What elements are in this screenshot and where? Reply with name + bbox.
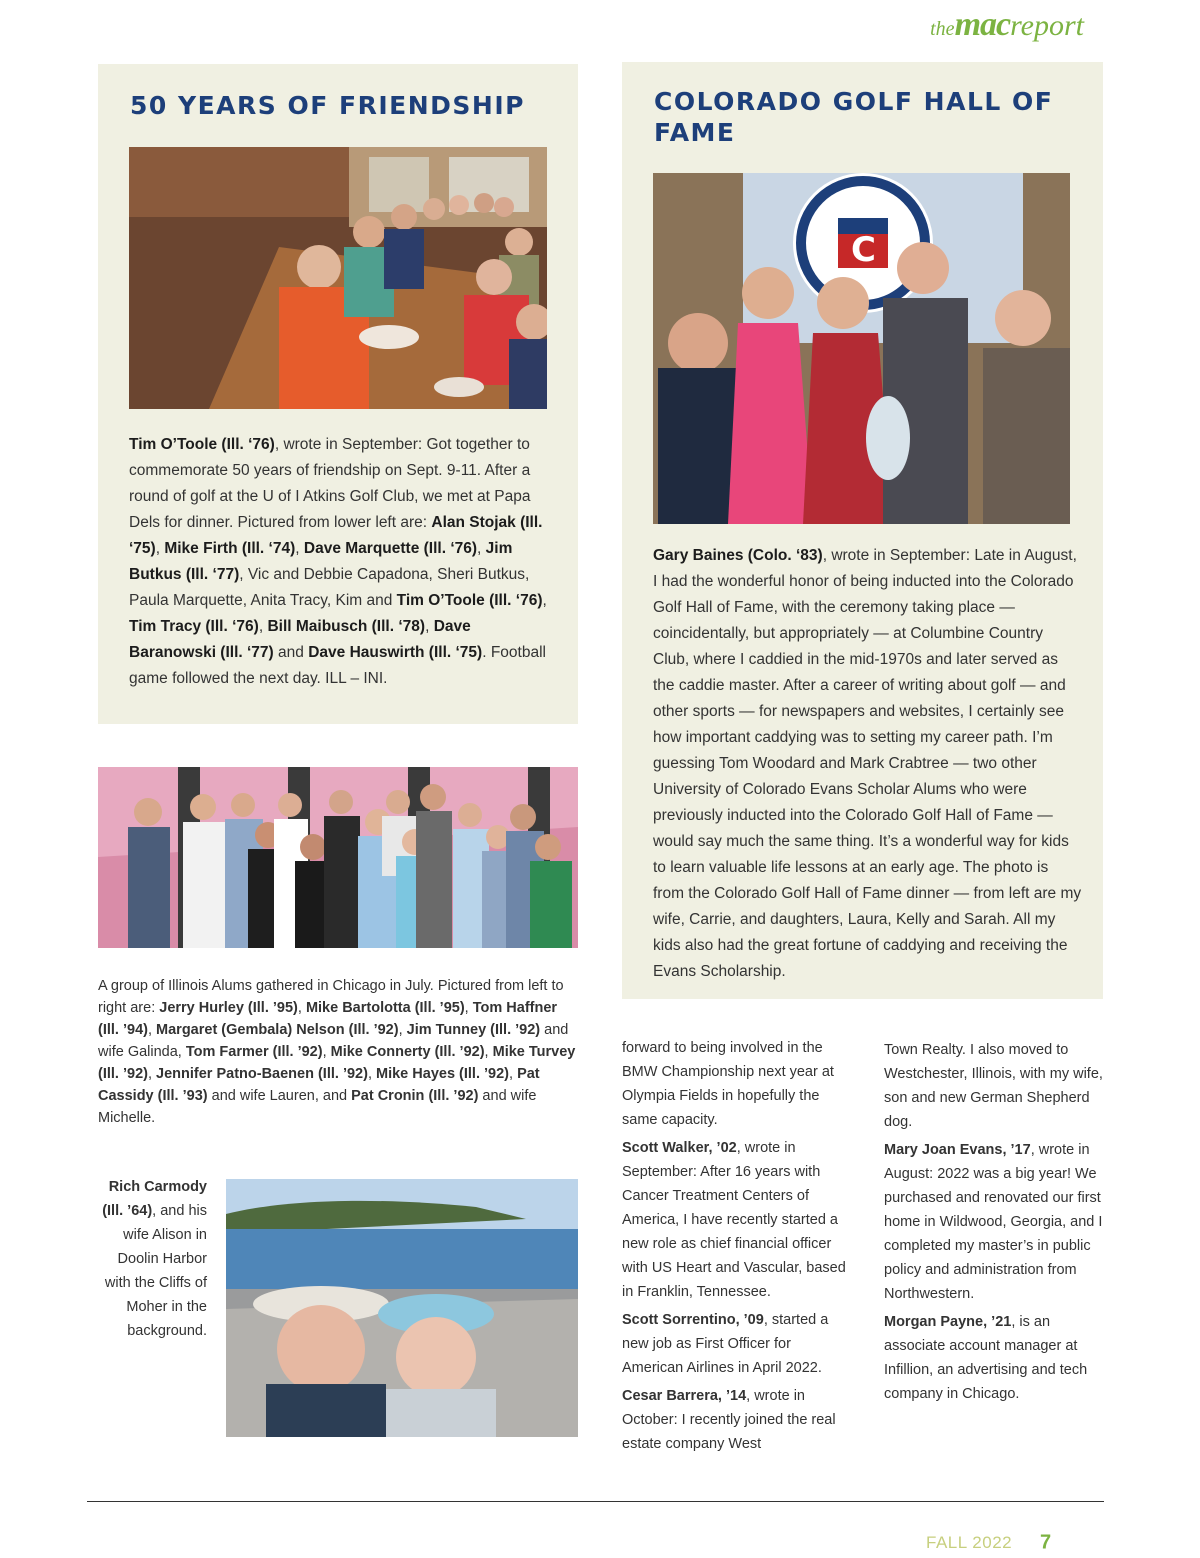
text-run: , bbox=[484, 1044, 493, 1060]
golf-logo-letter: C bbox=[851, 230, 876, 270]
name-highlight: Mike Turvey (Ill. ’92) bbox=[98, 1044, 576, 1082]
text-run: , bbox=[155, 540, 165, 557]
chicago-caption bbox=[98, 975, 578, 1129]
name-highlight: Gary Baines (Colo. ‘83) bbox=[653, 547, 823, 564]
text-run: , bbox=[509, 1066, 518, 1082]
class-note bbox=[622, 1308, 847, 1380]
name-highlight: Scott Walker, ’02 bbox=[622, 1140, 737, 1156]
golf-title: COLORADO GOLF HALL OF FAME bbox=[654, 87, 1054, 147]
name-highlight: Bill Maibusch (Ill. ‘78) bbox=[267, 618, 426, 635]
text-run: , is an associate account manager at Infillion, an advertising and tech company in Chicago. bbox=[884, 1314, 1088, 1402]
name-highlight: Pat Cassidy (Ill. ’93) bbox=[98, 1066, 540, 1104]
text-run: , bbox=[425, 618, 434, 635]
name-highlight: Tom Haffner (Ill. ’94) bbox=[98, 1000, 558, 1038]
name-highlight: Jennifer Patno-Baenen (Ill. ’92) bbox=[156, 1066, 368, 1082]
text-run: forward to being involved in the BMW Championship next year at Olympia Fields in hopefully the same capacity. bbox=[622, 1040, 834, 1128]
name-highlight: Margaret (Gembala) Nelson (Ill. ’92) bbox=[156, 1022, 399, 1038]
class-note bbox=[622, 1036, 847, 1132]
text-run: , started a new job as First Officer for American Airlines in April 2022. bbox=[622, 1312, 829, 1376]
golf-photo bbox=[653, 173, 1070, 524]
text-run: , bbox=[477, 540, 486, 557]
name-highlight: Tim Tracy (Ill. ‘76) bbox=[129, 618, 259, 635]
text-run: , Vic and Debbie Capadona, Sheri Butkus, Paula Marquette, Anita Tracy, Kim and bbox=[129, 566, 530, 609]
text-run: , and his wife Alison in Doolin Harbor with the Cliffs of Moher in the background. bbox=[104, 1203, 207, 1339]
chicago-photo bbox=[98, 767, 578, 948]
text-run: , bbox=[464, 1000, 473, 1016]
text-run: , wrote in August: 2022 was a big year! We purchased and renovated our first home in Wildwood, Georgia, and I completed my master’s in public policy and administration from Northwestern. bbox=[884, 1142, 1103, 1302]
name-highlight: Dave Baranowski (Ill. ‘77) bbox=[129, 618, 471, 661]
masthead-logo bbox=[930, 6, 1084, 44]
text-run: and bbox=[273, 644, 309, 661]
name-highlight: Mike Bartolotta (Ill. ’95) bbox=[305, 1000, 465, 1016]
name-highlight: Mary Joan Evans, ’17 bbox=[884, 1142, 1031, 1158]
name-highlight: Cesar Barrera, ’14 bbox=[622, 1388, 747, 1404]
text-run: , wrote in September: Got together to commemorate 50 years of friendship on Sept. 9-11. After a round of golf at the U of I Atkins Golf Club, we met at Papa Dels for dinner. Pictured from lower left are: bbox=[129, 436, 531, 531]
name-highlight: Morgan Payne, ’21 bbox=[884, 1314, 1012, 1330]
text-run: , bbox=[297, 1000, 306, 1016]
text-run: , bbox=[322, 1044, 331, 1060]
friendship-photo bbox=[129, 147, 547, 409]
text-run: , bbox=[147, 1066, 157, 1082]
text-run: , bbox=[367, 1066, 377, 1082]
text-run: , bbox=[258, 618, 268, 635]
name-highlight: Rich Carmody (Ill. ’64) bbox=[102, 1179, 207, 1219]
name-highlight: Jim Tunney (Ill. ’92) bbox=[406, 1022, 541, 1038]
name-highlight: Mike Connerty (Ill. ’92) bbox=[330, 1044, 485, 1060]
name-highlight: Jerry Hurley (Ill. ’95) bbox=[159, 1000, 298, 1016]
text-run: and wife Galinda, bbox=[98, 1022, 569, 1060]
page-number: 7 bbox=[1040, 1531, 1052, 1554]
name-highlight: Dave Hauswirth (Ill. ‘75) bbox=[308, 644, 483, 661]
name-highlight: Tim O’Toole (Ill. ‘76) bbox=[129, 436, 275, 453]
carmody-photo bbox=[226, 1179, 578, 1437]
class-note bbox=[622, 1136, 847, 1304]
friendship-title: 50 YEARS OF FRIENDSHIP bbox=[130, 91, 525, 120]
notes-column-1 bbox=[622, 1036, 847, 1460]
class-note bbox=[622, 1384, 847, 1456]
golf-story bbox=[653, 543, 1083, 985]
name-highlight: Mike Firth (Ill. ‘74) bbox=[164, 540, 296, 557]
class-note bbox=[884, 1038, 1104, 1134]
footer-season: FALL 2022 bbox=[926, 1533, 1013, 1552]
masthead-the: the bbox=[930, 18, 955, 40]
text-run: , bbox=[147, 1022, 157, 1038]
friendship-story bbox=[129, 432, 549, 692]
class-note bbox=[884, 1138, 1104, 1306]
name-highlight: Mike Hayes (Ill. ’92) bbox=[376, 1066, 509, 1082]
text-run: , wrote in October: I recently joined the real estate company West bbox=[622, 1388, 836, 1452]
text-run: and wife Lauren, and bbox=[207, 1088, 352, 1104]
masthead-report: report bbox=[1010, 9, 1084, 42]
name-highlight: Tim O’Toole (Ill. ‘76) bbox=[396, 592, 543, 609]
text-run: , wrote in September: After 16 years with Cancer Treatment Centers of America, I have recently started a new role as chief financial officer with US Heart and Vascular, based in Franklin, Tennessee. bbox=[622, 1140, 846, 1300]
masthead-mac: mac bbox=[954, 6, 1011, 43]
name-highlight: Jim Butkus (Ill. ‘77) bbox=[129, 540, 513, 583]
carmody-caption bbox=[98, 1175, 207, 1343]
text-run: Town Realty. I also moved to Westchester, Illinois, with my wife, son and new German Shepherd dog. bbox=[884, 1042, 1103, 1130]
text-run: A group of Illinois Alums gathered in Chicago in July. Pictured from left to right are: bbox=[98, 978, 564, 1016]
footer-rule bbox=[87, 1501, 1104, 1502]
notes-column-2 bbox=[884, 1038, 1104, 1410]
name-highlight: Tom Farmer (Ill. ’92) bbox=[185, 1044, 323, 1060]
name-highlight: Pat Cronin (Ill. ’92) bbox=[351, 1088, 479, 1104]
text-run: , bbox=[295, 540, 304, 557]
name-highlight: Scott Sorrentino, ’09 bbox=[622, 1312, 764, 1328]
text-run: , bbox=[542, 592, 547, 609]
text-run: . Football game followed the next day. ILL – INI. bbox=[129, 644, 546, 687]
text-run: and wife Michelle. bbox=[98, 1088, 537, 1126]
text-run: , wrote in September: Late in August, I had the wonderful honor of being inducted into the Colorado Golf Hall of Fame, with the ceremony taking place — coincidentally, but appropriately — at Columbine Country Club, where I caddied in the mid-1970s and later served as the caddie master. After a career of writing about golf — and other sports — for newspapers and websites, I certainly see how important caddying was to setting my career path. I’m guessing Tom Woodard and Mark Crabtree — two other University of Colorado Evans Scholar Alums who were previously inducted into the Colorado Golf Hall of Fame — would say much the same thing. It’s a wonderful way for kids to learn valuable life lessons at an early age. The photo is from the Colorado Golf Hall of Fame dinner — from left are my wife, Carrie, and daughters, Laura, Kelly and Sarah. All my kids also had the great fortune of caddying and receiving the Evans Scholarship. bbox=[653, 547, 1082, 980]
name-highlight: Alan Stojak (Ill. ‘75) bbox=[129, 514, 543, 557]
class-note bbox=[884, 1310, 1104, 1406]
text-run: , bbox=[398, 1022, 407, 1038]
name-highlight: Dave Marquette (Ill. ‘76) bbox=[303, 540, 478, 557]
